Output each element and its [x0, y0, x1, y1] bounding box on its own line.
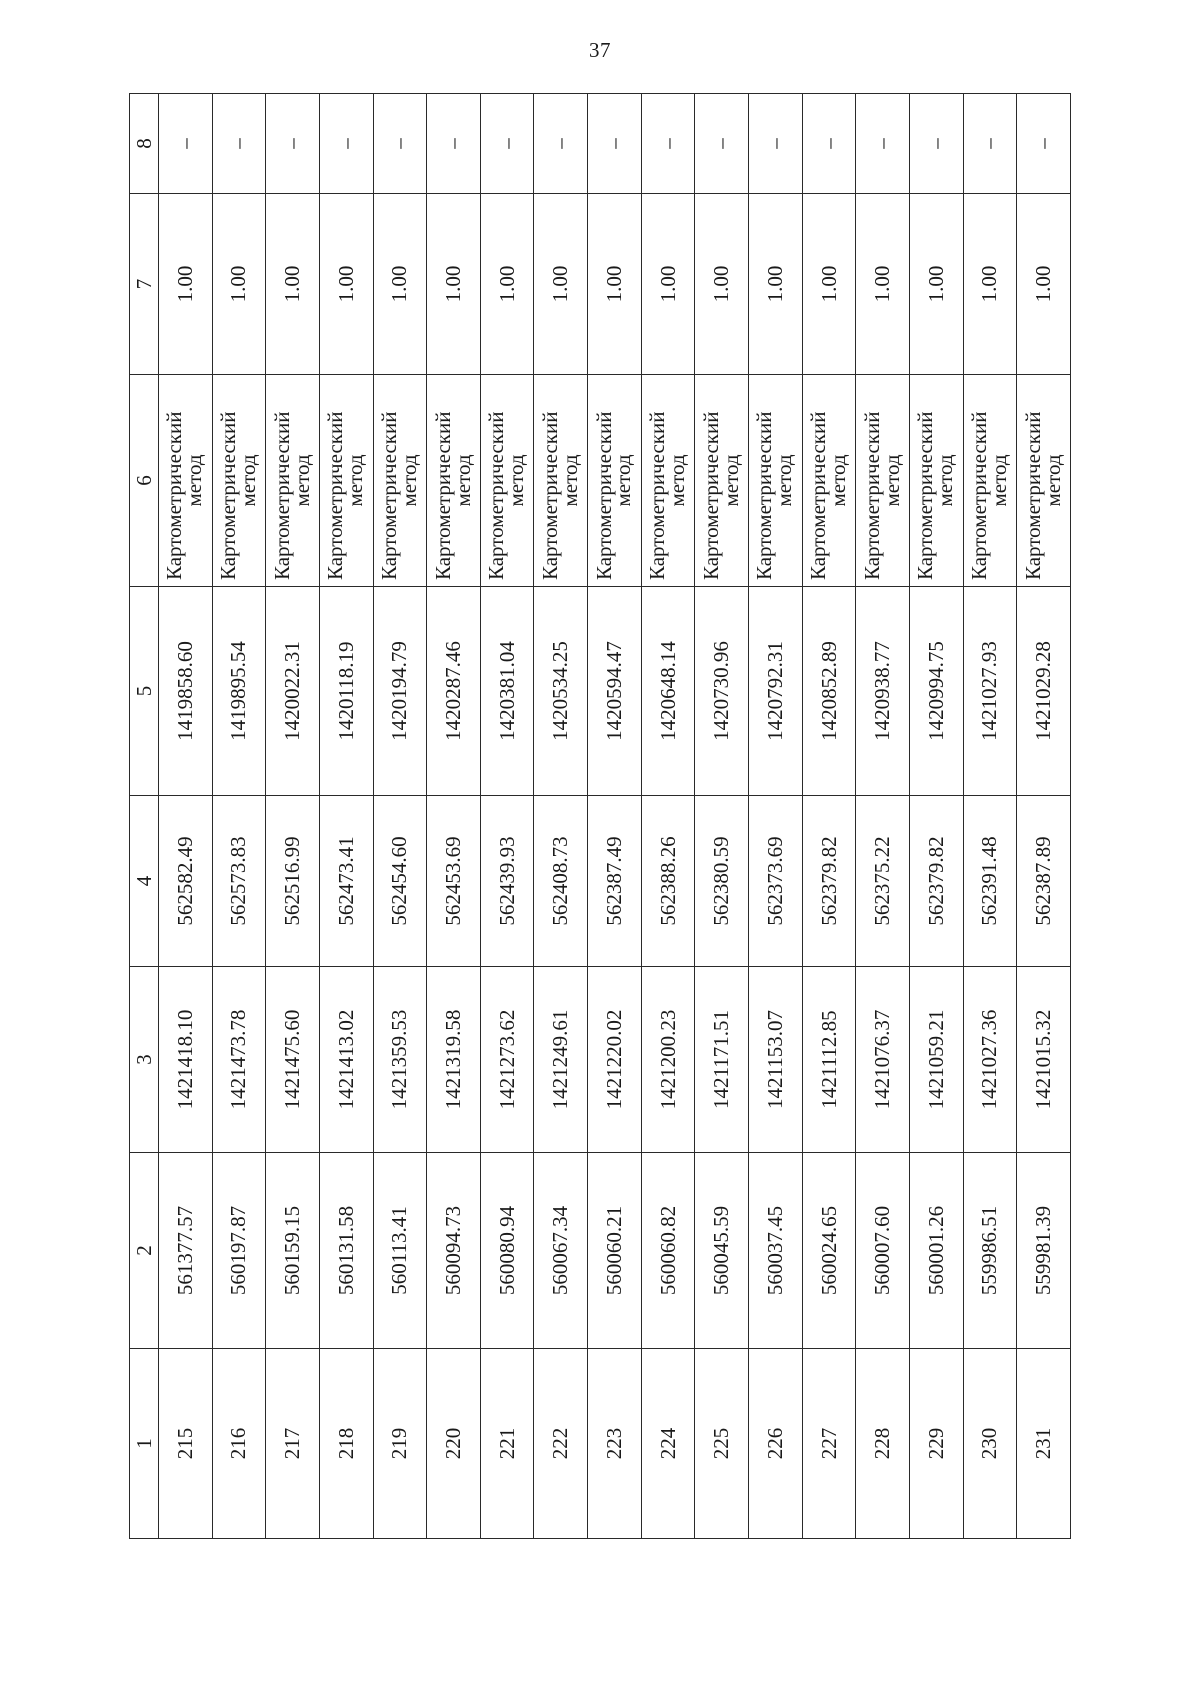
table-row: [159, 94, 213, 1539]
cell-accuracy: 1.00: [695, 194, 749, 375]
cell-y1: 1421249.61: [534, 967, 588, 1153]
method-line-2: метод: [826, 454, 850, 507]
cell-y1: 1421359.53: [373, 967, 427, 1153]
method-line-1: Картометрический: [698, 411, 723, 580]
cell-n: 217: [266, 1349, 320, 1539]
cell-method: [159, 375, 213, 587]
cell-method: [373, 375, 427, 587]
table-row: [319, 94, 373, 1539]
cell-n: 221: [480, 1349, 534, 1539]
cell-method: [534, 375, 588, 587]
column-header-6: 6: [130, 375, 159, 587]
method-line-1: Картометрический: [537, 411, 562, 580]
cell-note: –: [695, 94, 749, 194]
cell-y2: 1420022.31: [266, 587, 320, 796]
cell-note: –: [856, 94, 910, 194]
cell-y2: 1421029.28: [1017, 587, 1071, 796]
cell-accuracy: 1.00: [159, 194, 213, 375]
cell-n: 231: [1017, 1349, 1071, 1539]
method-line-2: метод: [343, 454, 368, 507]
cell-x1: 560080.94: [480, 1153, 534, 1349]
column-header-4: 4: [130, 796, 159, 967]
cell-method: [480, 375, 534, 587]
table-row: [373, 94, 427, 1539]
cell-n: 222: [534, 1349, 588, 1539]
cell-method: [963, 375, 1017, 587]
cell-x1: 560159.15: [266, 1153, 320, 1349]
method-line-2: метод: [772, 454, 797, 507]
cell-accuracy: 1.00: [212, 194, 266, 375]
cell-x1: 559981.39: [1017, 1153, 1071, 1349]
cell-x1: 560197.87: [212, 1153, 266, 1349]
cell-x2: 562379.82: [802, 796, 856, 967]
cell-accuracy: 1.00: [534, 194, 588, 375]
column-header-1: 1: [130, 1349, 159, 1539]
cell-note: –: [909, 94, 963, 194]
table-row: [588, 94, 642, 1539]
cell-x1: 560007.60: [856, 1153, 910, 1349]
cell-accuracy: 1.00: [749, 194, 803, 375]
cell-n: 220: [427, 1349, 481, 1539]
cell-note: –: [749, 94, 803, 194]
method-line-1: Картометрический: [591, 411, 616, 580]
cell-x2: 562408.73: [534, 796, 588, 967]
cell-y2: 1420534.25: [534, 587, 588, 796]
cell-y2: 1420381.04: [480, 587, 534, 796]
method-line-2: метод: [396, 454, 421, 507]
cell-n: 229: [909, 1349, 963, 1539]
table-row: [749, 94, 803, 1539]
cell-y2: 1420994.75: [909, 587, 963, 796]
cell-x1: 560094.73: [427, 1153, 481, 1349]
cell-x1: 560024.65: [802, 1153, 856, 1349]
cell-x2: 562473.41: [319, 796, 373, 967]
table-header-row: [130, 94, 159, 1539]
cell-x2: 562375.22: [856, 796, 910, 967]
cell-x2: 562454.60: [373, 796, 427, 967]
cell-accuracy: 1.00: [909, 194, 963, 375]
table-row: [695, 94, 749, 1539]
method-line-1: Картометрический: [752, 411, 777, 580]
cell-n: 219: [373, 1349, 427, 1539]
cell-method: [266, 375, 320, 587]
column-header-2: 2: [130, 1153, 159, 1349]
method-line-2: метод: [879, 454, 904, 507]
table-row: [266, 94, 320, 1539]
method-line-1: Картометрический: [269, 411, 294, 580]
cell-y1: 1421153.07: [749, 967, 803, 1153]
cell-y1: 1421171.51: [695, 967, 749, 1153]
table-row: [212, 94, 266, 1539]
method-line-1: Картометрический: [913, 411, 938, 580]
method-line-1: Картометрический: [966, 411, 991, 580]
coordinates-table: [129, 93, 1071, 1539]
cell-note: –: [802, 94, 856, 194]
cell-method: [1017, 375, 1071, 587]
table-row: [1017, 94, 1071, 1539]
coordinates-table-rotated: [129, 94, 1071, 1539]
cell-note: –: [159, 94, 213, 194]
method-line-1: Картометрический: [484, 411, 509, 580]
cell-y1: 1421027.36: [963, 967, 1017, 1153]
cell-note: –: [534, 94, 588, 194]
cell-method: [856, 375, 910, 587]
method-line-2: метод: [1040, 454, 1065, 507]
cell-y2: 1420118.19: [319, 587, 373, 796]
method-line-2: метод: [504, 454, 529, 507]
cell-accuracy: 1.00: [802, 194, 856, 375]
cell-note: –: [641, 94, 695, 194]
table-row: [480, 94, 534, 1539]
cell-n: 215: [159, 1349, 213, 1539]
table-row: [963, 94, 1017, 1539]
cell-x1: 560067.34: [534, 1153, 588, 1349]
cell-y1: 1421112.85: [802, 967, 856, 1153]
method-line-1: Картометрический: [376, 411, 401, 580]
method-line-2: метод: [557, 454, 582, 507]
cell-n: 218: [319, 1349, 373, 1539]
method-line-1: Картометрический: [323, 411, 348, 580]
method-line-2: метод: [718, 454, 743, 507]
table-row: [909, 94, 963, 1539]
cell-x1: 561377.57: [159, 1153, 213, 1349]
cell-accuracy: 1.00: [963, 194, 1017, 375]
method-line-1: Картометрический: [645, 411, 670, 580]
column-header-7: 7: [130, 194, 159, 375]
table-row: [641, 94, 695, 1539]
cell-y1: 1421273.62: [480, 967, 534, 1153]
cell-method: [695, 375, 749, 587]
table-row: [534, 94, 588, 1539]
cell-y2: 1420852.89: [802, 587, 856, 796]
method-line-1: Картометрический: [859, 411, 884, 580]
cell-x2: 562582.49: [159, 796, 213, 967]
cell-method: [588, 375, 642, 587]
cell-x1: 560045.59: [695, 1153, 749, 1349]
cell-method: [909, 375, 963, 587]
cell-y2: 1420194.79: [373, 587, 427, 796]
cell-note: –: [588, 94, 642, 194]
cell-y1: 1421076.37: [856, 967, 910, 1153]
cell-y1: 1421413.02: [319, 967, 373, 1153]
cell-y1: 1421319.58: [427, 967, 481, 1153]
cell-x2: 562373.69: [749, 796, 803, 967]
cell-x1: 560037.45: [749, 1153, 803, 1349]
method-line-1: Картометрический: [216, 411, 241, 580]
cell-note: –: [963, 94, 1017, 194]
cell-n: 216: [212, 1349, 266, 1539]
cell-note: –: [480, 94, 534, 194]
cell-n: 223: [588, 1349, 642, 1539]
cell-y2: 1420730.96: [695, 587, 749, 796]
cell-n: 225: [695, 1349, 749, 1539]
cell-n: 230: [963, 1349, 1017, 1539]
cell-x2: 562380.59: [695, 796, 749, 967]
cell-x2: 562388.26: [641, 796, 695, 967]
cell-method: [427, 375, 481, 587]
cell-accuracy: 1.00: [319, 194, 373, 375]
table-body: [159, 94, 1071, 1539]
cell-method: [319, 375, 373, 587]
cell-x1: 560060.82: [641, 1153, 695, 1349]
method-line-2: метод: [933, 454, 958, 507]
method-line-2: метод: [235, 454, 260, 507]
cell-n: 227: [802, 1349, 856, 1539]
cell-y2: 1420938.77: [856, 587, 910, 796]
cell-method: [641, 375, 695, 587]
cell-method: [749, 375, 803, 587]
cell-x2: 562453.69: [427, 796, 481, 967]
cell-x1: 559986.51: [963, 1153, 1017, 1349]
cell-method: [802, 375, 856, 587]
table-row: [427, 94, 481, 1539]
cell-accuracy: 1.00: [480, 194, 534, 375]
column-header-8: 8: [130, 94, 159, 194]
cell-accuracy: 1.00: [641, 194, 695, 375]
cell-y1: 1421473.78: [212, 967, 266, 1153]
cell-x2: 562387.49: [588, 796, 642, 967]
cell-x2: 562573.83: [212, 796, 266, 967]
method-line-2: метод: [611, 454, 636, 507]
method-line-1: Картометрический: [806, 411, 831, 580]
cell-y1: 1421220.02: [588, 967, 642, 1153]
cell-x1: 560060.21: [588, 1153, 642, 1349]
cell-note: –: [266, 94, 320, 194]
cell-n: 224: [641, 1349, 695, 1539]
method-line-1: Картометрический: [430, 411, 455, 580]
method-line-1: Картометрический: [1020, 411, 1045, 580]
cell-y2: 1419858.60: [159, 587, 213, 796]
cell-y2: 1420648.14: [641, 587, 695, 796]
cell-x1: 560113.41: [373, 1153, 427, 1349]
cell-note: –: [1017, 94, 1071, 194]
cell-accuracy: 1.00: [266, 194, 320, 375]
cell-n: 226: [749, 1349, 803, 1539]
cell-y2: 1421027.93: [963, 587, 1017, 796]
cell-x1: 560131.58: [319, 1153, 373, 1349]
cell-y1: 1421015.32: [1017, 967, 1071, 1153]
page-number: 37: [589, 38, 611, 62]
cell-n: 228: [856, 1349, 910, 1539]
cell-x2: 562439.93: [480, 796, 534, 967]
cell-y2: 1420287.46: [427, 587, 481, 796]
cell-accuracy: 1.00: [1017, 194, 1071, 375]
table-row: [856, 94, 910, 1539]
cell-y1: 1421475.60: [266, 967, 320, 1153]
cell-accuracy: 1.00: [856, 194, 910, 375]
cell-y2: 1419895.54: [212, 587, 266, 796]
table-row: [802, 94, 856, 1539]
cell-method: [212, 375, 266, 587]
cell-note: –: [212, 94, 266, 194]
method-line-2: метод: [182, 454, 207, 507]
cell-y1: 1421200.23: [641, 967, 695, 1153]
method-line-1: Картометрический: [162, 411, 187, 580]
cell-y2: 1420792.31: [749, 587, 803, 796]
method-line-2: метод: [450, 454, 475, 507]
cell-note: –: [319, 94, 373, 194]
cell-note: –: [373, 94, 427, 194]
method-line-2: метод: [665, 454, 690, 507]
cell-accuracy: 1.00: [588, 194, 642, 375]
cell-x1: 560001.26: [909, 1153, 963, 1349]
column-header-5: 5: [130, 587, 159, 796]
cell-note: –: [427, 94, 481, 194]
cell-y1: 1421059.21: [909, 967, 963, 1153]
cell-x2: 562516.99: [266, 796, 320, 967]
column-header-3: 3: [130, 967, 159, 1153]
cell-y1: 1421418.10: [159, 967, 213, 1153]
cell-y2: 1420594.47: [588, 587, 642, 796]
method-line-2: метод: [986, 454, 1011, 507]
cell-accuracy: 1.00: [373, 194, 427, 375]
cell-accuracy: 1.00: [427, 194, 481, 375]
cell-x2: 562379.82: [909, 796, 963, 967]
cell-x2: 562391.48: [963, 796, 1017, 967]
cell-x2: 562387.89: [1017, 796, 1071, 967]
method-line-2: метод: [289, 454, 314, 507]
